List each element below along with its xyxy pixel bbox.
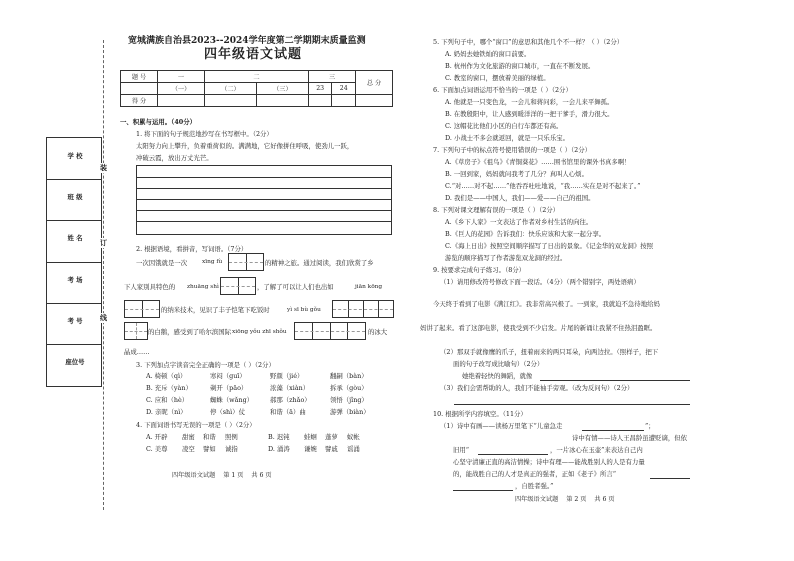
q3-option-a1: A. 椅顿（qì） xyxy=(146,372,187,380)
score-table xyxy=(120,70,393,107)
q4-option-a3: 和谐 xyxy=(203,433,216,441)
q9-sub2-line-1: （2）那双手就像鹰的爪子，扭着雨来的两只耳朵，向两边拉。（照样子，把下 xyxy=(440,348,659,356)
q5-option-c: C. 教室的窗口，摆放着美丽的绿植。 xyxy=(445,74,550,82)
footer-total: 共 6 页 xyxy=(251,472,272,479)
q10-blank-3[interactable] xyxy=(650,478,690,479)
q3-option-a2: 寒闷（guī） xyxy=(210,372,246,380)
q10-line-3b: ，一片冰心在玉壶”来表达自己内 xyxy=(550,446,643,454)
q10-blank-2[interactable] xyxy=(478,454,548,455)
q6-stem: 6. 下面加点词语运用不恰当的一项是（ ）（2分） xyxy=(433,86,572,94)
exam-room-label: 考 场 xyxy=(67,276,83,284)
footer-title: 四年级语文试题 xyxy=(515,496,559,503)
q3-option-d1: D. 亲昵（nì） xyxy=(146,408,187,416)
score-table-col-3: 三 xyxy=(308,71,355,83)
q2-answer-grid-4[interactable] xyxy=(332,300,394,318)
q9-para-line-2: 妈讲了起来。看了这部电影，使我受到不少启发。片尾的新诵让我紧不住热泪盈眶。 xyxy=(420,324,657,332)
q2-answer-grid-2[interactable] xyxy=(220,277,256,295)
q3-option-d2: 停（shì）仗 xyxy=(210,408,246,416)
q9-sub1: （1）请用修改符号修改下面一段话。（4分）（两个错别字，两处语病） xyxy=(440,278,640,286)
q4-option-c1: C. 美尊 xyxy=(146,445,168,453)
q3-option-a4: 翻嗣（bàn） xyxy=(330,372,368,380)
seat-number-label: 座位号 xyxy=(65,358,85,366)
q3-option-b2: 剃开（pāo） xyxy=(210,384,248,392)
q2-stem: 2. 根据语境，看拼音，写词语。（7分） xyxy=(136,245,248,253)
footer-total: 共 6 页 xyxy=(594,496,615,503)
q3-option-d3: 和谐（ā）曲 xyxy=(270,408,306,416)
exam-title: 四年级语文试题 xyxy=(204,47,303,62)
q7-stem: 7. 下列句子中的标点符号使用错误的一项是（ ）（2分） xyxy=(433,146,592,154)
q2-line4-a: 的白鹅，感受到了哈尔滨国际 xyxy=(148,328,232,336)
q3-option-a3: 野颜（jié） xyxy=(270,372,304,380)
q10-blank-1[interactable] xyxy=(582,430,644,431)
footer-title: 四年级语文试题 xyxy=(172,472,216,479)
q9-sub2-prompt: 她绝着轻快的舞蹈，就像 xyxy=(462,372,533,380)
q10-line-3a: 旧用“ xyxy=(453,446,470,454)
q4-option-b1: B. 迟钝 xyxy=(268,433,290,441)
score-table-col-2: 二 xyxy=(205,71,309,83)
q1-text-line-1: 太阳努力向上攀升，负着重荷似的。满满地，它好像拼住呼吸，使劲儿一跃， xyxy=(136,142,354,150)
q2-pinyin-2: zhuāng shì xyxy=(187,284,219,290)
q2-pinyin-1: xīng fù xyxy=(202,259,223,265)
q10-blank-4[interactable] xyxy=(453,490,513,491)
q1-text-line-2: 冲破云霞，放出万丈光芒。 xyxy=(136,154,213,162)
q4-option-b3: 蓬萝 xyxy=(325,433,338,441)
q7-option-a: A.《草房子》《祖鸟》《青铜葵花》……围书馆里的课外书真多啊！ xyxy=(445,158,631,166)
school-label: 学 校 xyxy=(67,152,83,160)
q2-line1-b: 的精神之旅。通过阅读，我们欣赏了乡 xyxy=(265,259,374,267)
exam-number-label: 考 号 xyxy=(67,317,83,325)
q3-option-b4: 拆承（gòu） xyxy=(330,384,368,392)
q5-option-b: B. 杭州作为文化旅游的窗口城市，一直在不断发展。 xyxy=(445,62,595,70)
q2-pinyin-3: jiān kōng xyxy=(355,284,383,290)
q3-stem: 3. 下列加点字读音完全正确的一项是（ ）（2分） xyxy=(136,361,275,369)
binding-label-zhuang: 装 xyxy=(100,163,107,172)
q6-option-c: C. 这帽花比他们小区的自行车都还有高。 xyxy=(445,122,563,130)
q2-answer-grid-5[interactable] xyxy=(124,322,148,340)
score-table-sub-1: （一） xyxy=(158,83,205,95)
q5-stem: 5. 下列句子中，哪个“窗口”的意思和其他几个不一样？（ ）（2分） xyxy=(433,38,624,46)
right-page-footer xyxy=(515,494,615,503)
q4-stem: 4. 下面词语书写无误的一项是（ ）（2分） xyxy=(136,421,256,429)
score-table-header-label: 题 号 xyxy=(121,71,158,83)
section-1-title: 一、积累与运用。（40分） xyxy=(120,118,196,126)
score-table-sub-4: 23 xyxy=(308,83,332,95)
q1-stem: 1. 将下面的句子规范地抄写在书写框中。（2分） xyxy=(136,130,273,138)
q10-line-5: 的，能战胜自己的人才是真正的强者，正如《老子》所言“ xyxy=(453,470,617,478)
q7-option-b: B. 一回到家，妈妈就问我考了几分？真叫人心烦。 xyxy=(445,170,588,178)
q10-line-1: （1）诗中有画——读杨万里笔下“儿童急走 xyxy=(440,422,563,430)
binding-label-ding: 订 xyxy=(100,238,107,247)
q2-answer-grid-3[interactable] xyxy=(124,300,160,318)
q2-line2-b: ，了解了可以让人们也出如 xyxy=(257,283,334,291)
class-label: 班 级 xyxy=(67,193,83,201)
q7-option-c: C.“对……对不起……”他吞吞吐吐地说，“我……实在是对不起来了。” xyxy=(445,182,641,190)
q3-option-b3: 浓藻（xiàn） xyxy=(270,384,310,392)
q8-option-c: C.《海上日出》按照空间顺序描写了日出的景象。《记金华的双龙洞》按照 xyxy=(445,242,653,250)
q8-option-a: A.《乡下人家》一文表达了作者对乡村生活的向往。 xyxy=(445,218,593,226)
q9-stem: 9. 按要求完成句子练习。（8分） xyxy=(433,266,526,274)
q2-line3-a: 的纳米技术，见识了丰子恺笔下吃饭时 xyxy=(161,306,270,314)
q7-option-d: D. 我们是——中国人，我们——爱——自己的祖国。 xyxy=(445,194,595,202)
q4-option-a4: 照例 xyxy=(225,433,238,441)
q3-option-c4: 领悟（jǐng） xyxy=(330,396,368,404)
q4-option-c2: 凌空 xyxy=(182,445,195,453)
q2-pinyin-4: yì sī bù gǒu xyxy=(287,307,321,313)
binding-label-xian: 线 xyxy=(100,313,107,322)
q6-option-b: B. 在教殷阳中，让人感到暖洋洋的一把干爹手，滑力很大。 xyxy=(445,110,614,118)
q9-sub2-line-2: 面的句子改写成比喻句）（2分） xyxy=(453,360,544,368)
binding-line xyxy=(103,40,104,510)
q3-option-c3: 郝那（zhǎo） xyxy=(270,396,311,404)
q9-sub3: （3）我们会需帮助的人，我们不能袖手旁观。（改为反问句）（2分） xyxy=(440,384,634,392)
q3-option-c1: C. 应和（hè） xyxy=(146,396,189,404)
q10-line-6b: ，自胜者强。” xyxy=(515,482,554,490)
q4-option-d1: D. 涌涛 xyxy=(268,445,290,453)
q10-stem: 10. 根据所学内容填空。（11分） xyxy=(433,410,527,418)
q2-answer-grid-6[interactable] xyxy=(294,322,366,340)
q4-option-b2: 蛙蛔 xyxy=(304,433,317,441)
q8-option-c-cont: 游览的顺序描写了作者游览双龙洞的经过。 xyxy=(445,254,567,262)
q10-line-1b: ”； xyxy=(645,422,655,430)
name-label: 姓 名 xyxy=(67,234,83,242)
q4-option-d4: 谣涌 xyxy=(347,445,360,453)
left-page-footer xyxy=(172,470,272,479)
q4-option-a1: A. 开辟 xyxy=(146,433,168,441)
q4-option-a2: 甜蜜 xyxy=(182,433,195,441)
q10-line-2: 诗中有情——诗人王昌龄虽遭贬谪，但依 xyxy=(572,434,688,442)
q4-option-c3: 譬如 xyxy=(203,445,216,453)
q10-line-4: 心坚守清廉正直的高洁情操；诗中有理——能战胜别人的人是有力量 xyxy=(453,458,645,466)
q2-line2-a: 下人家別具特色的 xyxy=(124,283,176,291)
q9-para-line-1: 今天终于看到了电影《满江红》。我非常高兴极了。一到家，我就迫不急待地给妈 xyxy=(433,300,660,308)
q8-stem: 8. 下列对课文理解有误的一项是（ ）（2分） xyxy=(433,206,560,214)
q9-sub3-answer-line[interactable] xyxy=(454,404,690,405)
q2-line5: 晶成…… xyxy=(124,348,150,356)
q2-line1-a: 一次因饿就是一次 xyxy=(136,259,188,267)
q4-option-b4: 蚁帐 xyxy=(347,433,360,441)
q4-option-d3: 譬戚 xyxy=(325,445,338,453)
score-table-sub-5: 24 xyxy=(332,83,356,95)
q4-option-d2: 谦婉 xyxy=(304,445,317,453)
q3-option-b1: B. 充斥（yàn） xyxy=(146,384,192,392)
exam-header-line: 宽城满族自治县2023--2024学年度第二学期期末质量监测 xyxy=(128,36,366,46)
q2-answer-grid-1[interactable] xyxy=(228,253,264,271)
q6-option-d: D. 小战士不多会就返回，就是一只乐乐宝。 xyxy=(445,134,569,142)
score-table-sub-2: （二） xyxy=(205,83,257,95)
score-table-col-1: 一 xyxy=(158,71,205,83)
student-info-box xyxy=(46,137,102,387)
q5-option-a: A. 奶妈去她铁灿的窗口前要。 xyxy=(445,50,531,58)
q2-line4-b: 的冰大 xyxy=(368,328,388,336)
score-table-total: 总 分 xyxy=(356,71,393,95)
q3-option-d4: 游弾（biàn） xyxy=(330,408,370,416)
footer-page: 第 1 页 xyxy=(223,472,244,479)
q4-option-c4: 诚指 xyxy=(225,445,238,453)
footer-page: 第 2 页 xyxy=(566,496,587,503)
q6-option-a: A. 他就是一只变色龙，一会儿和蒋问彩，一会儿来平舞孤。 xyxy=(445,98,614,106)
q1-writing-box[interactable] xyxy=(136,165,392,235)
q9-sub2-answer-line[interactable] xyxy=(540,380,690,381)
q8-option-b: B.《巨人的花园》告诉我们：快乐应该和大家一起分享。 xyxy=(445,230,606,238)
q3-option-c2: 蜘蛛（wǎng） xyxy=(210,396,254,404)
score-table-sub-3: （三） xyxy=(256,83,308,95)
score-table-score-label: 得 分 xyxy=(121,95,158,107)
q2-pinyin-5: xiōng yǒu zhī shǒu xyxy=(232,329,287,335)
